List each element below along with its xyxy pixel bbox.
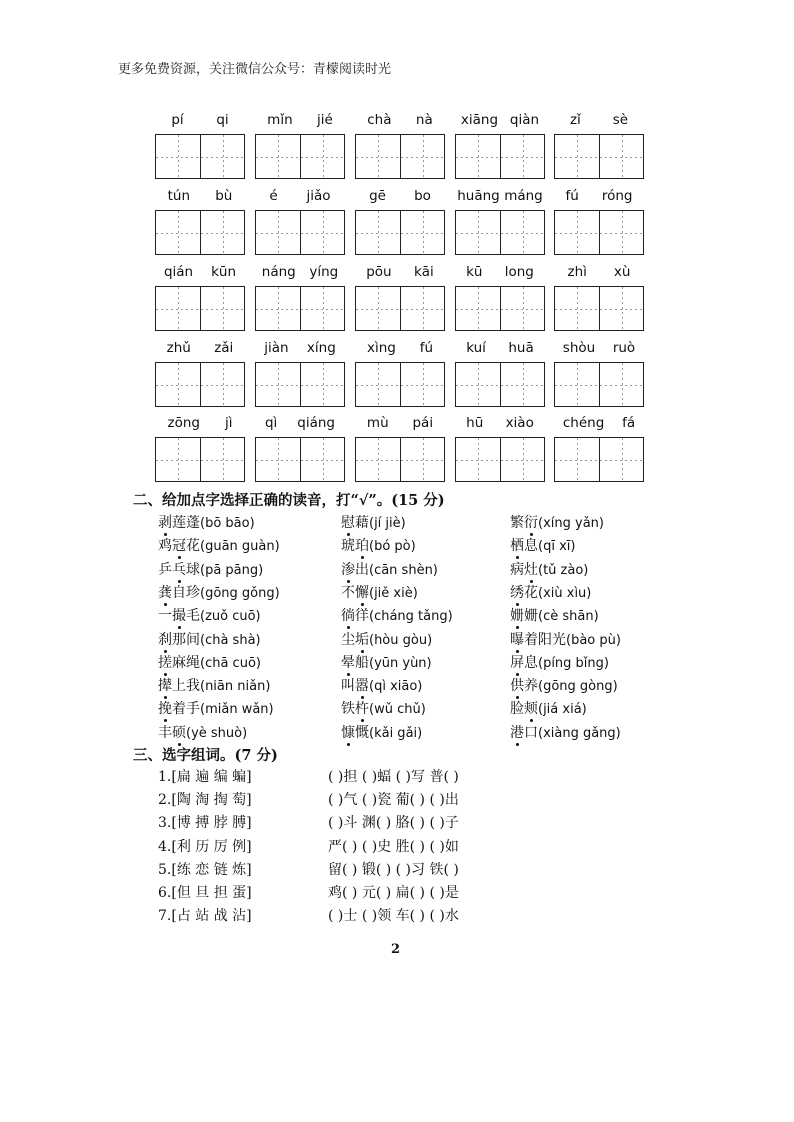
word-part: 叫 — [341, 678, 355, 695]
dotted-character: 垢 — [355, 629, 369, 649]
tone-item[interactable] — [510, 675, 618, 695]
tone-row — [158, 559, 658, 582]
section3-title: 三、选字组词。(7 分) — [133, 747, 278, 764]
writing-box[interactable] — [554, 134, 644, 179]
word-part: 毛 — [186, 608, 200, 625]
fill-in-blanks[interactable]: 严( ) ( )史 胜( ) ( )如 — [328, 838, 459, 855]
dotted-character: 龚 — [158, 582, 172, 602]
pinyin-options: (miǎn wǎn) — [200, 702, 274, 718]
dotted-character: 慰 — [341, 512, 355, 532]
dotted-character: 栖 — [510, 535, 524, 555]
pinyin-label — [554, 188, 644, 208]
dotted-character: 供 — [510, 675, 524, 695]
pinyin-options: (xíng yǎn) — [538, 516, 604, 531]
tone-item[interactable] — [510, 722, 621, 742]
dotted-character: 屏 — [510, 652, 524, 672]
pinyin-label — [355, 188, 445, 208]
pinyin-syllable: qiáng — [297, 415, 335, 431]
writing-box[interactable] — [455, 210, 545, 255]
dotted-character: 徜 — [341, 605, 355, 625]
tone-item[interactable] — [341, 722, 422, 742]
tone-item[interactable] — [341, 698, 426, 718]
writing-box[interactable] — [155, 210, 245, 255]
tone-item[interactable] — [158, 512, 255, 532]
word-choice-row — [158, 882, 648, 905]
pinyin-syllable: pí — [171, 112, 184, 128]
writing-box[interactable] — [455, 286, 545, 331]
pinyin-syllable: gē — [369, 188, 386, 204]
dotted-character: 渗 — [341, 559, 355, 579]
pinyin-word — [255, 264, 345, 336]
tone-item[interactable] — [341, 582, 418, 602]
pinyin-label — [255, 264, 345, 284]
tone-item[interactable] — [158, 582, 280, 602]
writing-box[interactable] — [155, 362, 245, 407]
dotted-character: 搓 — [158, 652, 172, 672]
word-choice-row — [158, 789, 648, 812]
pinyin-options: (jiě xiè) — [369, 585, 418, 601]
pinyin-syllable: fú — [565, 188, 579, 204]
tone-item[interactable] — [341, 629, 432, 649]
pinyin-label — [355, 340, 445, 360]
pinyin-word — [155, 112, 245, 184]
pinyin-label — [155, 188, 245, 208]
writing-box[interactable] — [554, 362, 644, 407]
pinyin-label — [554, 112, 644, 132]
pinyin-word — [455, 415, 545, 487]
pinyin-word — [255, 188, 345, 260]
writing-box[interactable] — [155, 134, 245, 179]
pinyin-word — [554, 340, 644, 412]
tone-row — [158, 722, 658, 745]
tone-item[interactable] — [510, 559, 588, 579]
pinyin-word — [554, 112, 644, 184]
pinyin-options: (píng bǐng) — [538, 655, 609, 671]
pinyin-label — [355, 264, 445, 284]
word-part: 铁 — [341, 701, 355, 718]
fill-in-blanks[interactable]: ( )担 ( )蝠 ( )写 普( ) — [328, 769, 459, 785]
word-choice-row — [158, 859, 648, 882]
writing-box[interactable] — [554, 286, 644, 331]
grid-row — [155, 264, 645, 336]
pinyin-word — [155, 340, 245, 412]
pinyin-syllable: pōu — [366, 264, 392, 280]
writing-box[interactable] — [255, 134, 345, 179]
pinyin-syllable: chéng — [562, 415, 605, 431]
pinyin-label — [355, 415, 445, 435]
pinyin-word — [455, 340, 545, 412]
tone-item[interactable] — [158, 535, 280, 555]
pinyin-syllable: xù — [613, 264, 631, 280]
pinyin-word — [554, 188, 644, 260]
tone-item[interactable] — [158, 605, 261, 625]
word-choice-row — [158, 836, 648, 859]
writing-box[interactable] — [355, 134, 445, 179]
dotted-character: 灶 — [524, 559, 538, 579]
tone-item[interactable] — [158, 629, 261, 649]
pinyin-label — [255, 188, 345, 208]
word-part: 病 — [510, 561, 524, 578]
word-part: 丰 — [158, 724, 172, 741]
pinyin-syllable: bù — [215, 188, 233, 204]
pinyin-syllable: long — [504, 264, 534, 280]
tone-item[interactable] — [510, 582, 591, 602]
pinyin-syllable: mù — [366, 415, 389, 431]
dotted-character: 硕 — [172, 722, 186, 742]
grid-row — [155, 415, 645, 487]
pinyin-options: (qī xī) — [538, 539, 576, 555]
dotted-character: 剥 — [158, 512, 172, 532]
word-part: 慨 — [355, 724, 369, 741]
pinyin-syllable: xiào — [505, 415, 534, 431]
pinyin-syllable: shòu — [562, 340, 596, 356]
tone-row — [158, 698, 658, 721]
dotted-character: 衍 — [524, 512, 538, 532]
pinyin-label — [255, 340, 345, 360]
grid-row — [155, 112, 645, 184]
pinyin-word — [554, 415, 644, 487]
pinyin-label — [455, 340, 545, 360]
pinyin-syllable: huāng — [457, 188, 500, 204]
pinyin-options: (chā cuō) — [200, 655, 261, 671]
pinyin-label — [155, 340, 245, 360]
pinyin-syllable: xíng — [306, 340, 336, 356]
pinyin-label — [455, 112, 545, 132]
pinyin-label — [155, 112, 245, 132]
word-part: 藉 — [355, 515, 369, 531]
page-number: 2 — [391, 942, 401, 957]
pinyin-syllable: jiǎo — [306, 188, 331, 204]
pinyin-word — [355, 340, 445, 412]
dotted-character: 绣 — [510, 582, 524, 602]
dotted-character: 港 — [510, 722, 524, 742]
pinyin-syllable: mǐn — [267, 112, 293, 128]
word-part: 一 — [158, 608, 172, 625]
dotted-character: 杵 — [355, 698, 369, 718]
word-part: 出 — [355, 561, 369, 578]
writing-box[interactable] — [255, 210, 345, 255]
dotted-character: 晕 — [341, 652, 355, 672]
pinyin-options: (xiù xìu) — [538, 585, 592, 601]
word-part: 着手 — [172, 701, 200, 718]
pinyin-word — [355, 415, 445, 487]
dotted-character: 撮 — [172, 605, 186, 625]
pinyin-syllable: kūn — [211, 264, 237, 280]
tone-item[interactable] — [158, 652, 261, 672]
tone-row — [158, 652, 658, 675]
pinyin-options: (yè shuò) — [186, 725, 248, 741]
tone-item[interactable] — [341, 535, 416, 555]
pinyin-word — [155, 415, 245, 487]
pinyin-label — [554, 415, 644, 435]
pinyin-syllable: tún — [167, 188, 191, 204]
writing-box[interactable] — [355, 437, 445, 482]
tone-item[interactable] — [510, 605, 599, 625]
word-part: 麻绳 — [172, 654, 200, 671]
writing-box[interactable] — [455, 134, 545, 179]
dotted-character: 挽 — [158, 698, 172, 718]
word-part: 息 — [524, 538, 538, 555]
pinyin-syllable: róng — [601, 188, 633, 204]
pinyin-word — [255, 415, 345, 487]
pinyin-options: (tǔ zào) — [538, 562, 589, 578]
pinyin-syllable: jì — [224, 415, 233, 431]
pinyin-syllable: jiàn — [264, 340, 289, 356]
pinyin-options: (gōng gòng) — [538, 679, 618, 695]
dotted-character: 冠 — [172, 535, 186, 555]
pinyin-syllable: xìng — [366, 340, 396, 356]
pinyin-word — [455, 188, 545, 260]
tone-row — [158, 605, 658, 628]
word-part: 养 — [524, 678, 538, 695]
pinyin-label — [455, 264, 545, 284]
pinyin-syllable: zǐ — [569, 112, 581, 128]
dotted-character: 慷 — [341, 722, 355, 742]
tone-item[interactable] — [341, 675, 422, 695]
tone-item[interactable] — [341, 512, 406, 532]
tone-item[interactable] — [510, 652, 609, 672]
pinyin-word — [355, 112, 445, 184]
pinyin-label — [255, 415, 345, 435]
tone-item[interactable] — [341, 559, 438, 579]
pinyin-options: (bō bāo) — [200, 516, 255, 531]
character-options: 4.[利 历 厉 例] — [158, 838, 252, 855]
pinyin-syllable: huā — [508, 340, 534, 356]
pinyin-syllable: kū — [466, 264, 483, 280]
writing-box[interactable] — [155, 286, 245, 331]
pinyin-word — [355, 188, 445, 260]
grid-row — [155, 188, 645, 260]
pinyin-syllable: chà — [367, 112, 392, 128]
writing-box[interactable] — [455, 362, 545, 407]
fill-in-blanks[interactable]: ( )斗 渊( ) 胳( ) ( )子 — [328, 815, 459, 832]
word-part: 乒 — [158, 561, 172, 578]
pinyin-label — [355, 112, 445, 132]
pinyin-label — [455, 415, 545, 435]
pinyin-options: (xiàng gǎng) — [538, 725, 621, 741]
pinyin-syllable: qì — [264, 415, 278, 431]
pinyin-options: (cè shān) — [538, 609, 599, 625]
word-part: 船 — [355, 654, 369, 671]
pinyin-options: (guān guàn) — [200, 539, 280, 555]
writing-box[interactable] — [355, 210, 445, 255]
word-part: 息 — [524, 654, 538, 671]
pinyin-syllable: qián — [163, 264, 194, 280]
fill-in-blanks[interactable]: 留( ) 锻( ) ( )习 铁( ) — [328, 861, 459, 878]
pinyin-options: (pā pāng) — [200, 562, 264, 578]
pinyin-options: (qì xiāo) — [369, 679, 423, 695]
word-part: 着阳光 — [524, 631, 566, 648]
tone-item[interactable] — [510, 535, 575, 555]
section2-title: 二、给加点字选择正确的读音，打“√”。(15 分) — [133, 492, 445, 509]
word-part: 花 — [524, 584, 538, 601]
pinyin-options: (zuǒ cuō) — [200, 609, 261, 625]
tone-row — [158, 512, 658, 535]
tone-item[interactable] — [158, 675, 270, 695]
pinyin-options: (bó pò) — [369, 539, 416, 555]
writing-box[interactable] — [255, 437, 345, 482]
word-part: 姗 — [524, 608, 538, 625]
dotted-character: 珀 — [355, 535, 369, 555]
pinyin-syllable: qi — [216, 112, 229, 128]
dotted-character: 颊 — [524, 698, 538, 718]
pinyin-options: (hòu gòu) — [369, 632, 433, 648]
pinyin-word — [455, 112, 545, 184]
dotted-character: 刹 — [158, 629, 172, 649]
word-part: 尘 — [341, 631, 355, 648]
tone-item[interactable] — [158, 559, 263, 579]
pinyin-syllable: é — [269, 188, 278, 204]
header-note: 更多免费资源，关注微信公众号：青檬阅读时光 — [118, 62, 392, 77]
dotted-character: 乓 — [172, 559, 186, 579]
pinyin-options: (chà shà) — [200, 632, 261, 648]
pinyin-word — [255, 112, 345, 184]
pinyin-label — [554, 264, 644, 284]
pinyin-options: (wǔ chǔ) — [369, 702, 426, 718]
pinyin-syllable: pái — [412, 415, 434, 431]
pinyin-options: (bào pù) — [566, 632, 621, 648]
pinyin-options: (jiá xiá) — [538, 702, 587, 718]
pinyin-word — [255, 340, 345, 412]
dotted-character: 曝 — [510, 629, 524, 649]
pinyin-options: (jí jiè) — [369, 516, 406, 531]
pinyin-syllable: ruò — [612, 340, 636, 356]
word-part: 繁 — [510, 515, 524, 531]
pinyin-syllable: kuí — [466, 340, 486, 356]
tone-row — [158, 535, 658, 558]
dotted-character: 撵 — [158, 675, 172, 695]
dotted-character: 嚣 — [355, 675, 369, 695]
pinyin-word — [455, 264, 545, 336]
writing-box[interactable] — [355, 286, 445, 331]
character-options: 7.[占 站 战 沾] — [158, 908, 252, 925]
pinyin-syllable: qiàn — [509, 112, 540, 128]
pinyin-options: (gōng gǒng) — [200, 585, 280, 601]
pinyin-syllable: bo — [414, 188, 431, 204]
fill-in-blanks[interactable]: ( )气 ( )瓷 葡( ) ( )出 — [328, 792, 459, 809]
word-part: 莲蓬 — [172, 515, 200, 531]
writing-box[interactable] — [255, 362, 345, 407]
word-part: 鸡 — [158, 538, 172, 555]
pinyin-syllable: zǎi — [214, 340, 234, 356]
word-choice-row — [158, 766, 648, 789]
pinyin-label — [455, 188, 545, 208]
pinyin-syllable: yíng — [309, 264, 339, 280]
pinyin-syllable: zhì — [567, 264, 587, 280]
pinyin-syllable: fú — [419, 340, 434, 356]
fill-in-blanks[interactable]: ( )士 ( )领 车( ) ( )水 — [328, 908, 459, 925]
dotted-character: 懈 — [355, 582, 369, 602]
pinyin-label — [255, 112, 345, 132]
tone-row — [158, 629, 658, 652]
pinyin-word — [554, 264, 644, 336]
pinyin-syllable: nà — [415, 112, 433, 128]
tone-item[interactable] — [158, 722, 247, 742]
character-options: 5.[练 恋 链 炼] — [158, 861, 252, 878]
pinyin-syllable: hū — [466, 415, 484, 431]
pinyin-syllable: zhǔ — [166, 340, 191, 356]
word-part: 徉 — [355, 608, 369, 625]
pinyin-options: (niān niǎn) — [200, 679, 271, 695]
writing-box[interactable] — [455, 437, 545, 482]
pinyin-syllable: kāi — [413, 264, 434, 280]
word-part: 那间 — [172, 631, 200, 648]
pinyin-syllable: máng — [504, 188, 543, 204]
tone-item[interactable] — [510, 512, 604, 532]
tone-item[interactable] — [158, 698, 274, 718]
writing-box[interactable] — [155, 437, 245, 482]
pinyin-label — [155, 264, 245, 284]
word-part: 琥 — [341, 538, 355, 555]
writing-box[interactable] — [355, 362, 445, 407]
character-options: 6.[但 旦 担 蛋] — [158, 885, 252, 901]
dotted-character: 姗 — [510, 605, 524, 625]
word-part: 上我 — [172, 678, 200, 695]
word-part: 花 — [186, 538, 200, 555]
pinyin-word — [155, 188, 245, 260]
character-options: 2.[陶 淘 掏 萄] — [158, 792, 252, 809]
pinyin-options: (kǎi gǎi) — [369, 725, 423, 741]
tone-row — [158, 675, 658, 698]
word-part: 口 — [524, 724, 538, 741]
tone-item[interactable] — [341, 605, 453, 625]
writing-box[interactable] — [255, 286, 345, 331]
writing-box[interactable] — [554, 437, 644, 482]
word-part: 不 — [341, 584, 355, 601]
word-part: 自珍 — [172, 584, 200, 601]
word-choice-row — [158, 812, 648, 835]
pinyin-syllable: sè — [612, 112, 629, 128]
pinyin-options: (cān shèn) — [369, 562, 438, 578]
pinyin-label — [554, 340, 644, 360]
tone-item[interactable] — [341, 652, 432, 672]
character-options: 3.[博 搏 脖 膊] — [158, 815, 252, 832]
writing-box[interactable] — [554, 210, 644, 255]
pinyin-label — [155, 415, 245, 435]
pinyin-word — [155, 264, 245, 336]
tone-item[interactable] — [510, 629, 621, 649]
fill-in-blanks[interactable]: 鸡( ) 元( ) 扁( ) ( )是 — [328, 885, 459, 901]
word-choice-row — [158, 905, 648, 928]
pinyin-syllable: zōng — [167, 415, 200, 431]
pinyin-syllable: xiāng — [460, 112, 499, 128]
word-part: 脸 — [510, 701, 524, 718]
pinyin-options: (cháng tǎng) — [369, 609, 453, 625]
grid-row — [155, 340, 645, 412]
character-options: 1.[扁 遍 编 蝙] — [158, 769, 252, 785]
pinyin-syllable: náng — [261, 264, 296, 280]
pinyin-syllable: fá — [622, 415, 636, 431]
tone-row — [158, 582, 658, 605]
word-part: 球 — [186, 561, 200, 578]
pinyin-word — [355, 264, 445, 336]
tone-item[interactable] — [510, 698, 587, 718]
pinyin-options: (yūn yùn) — [369, 655, 432, 671]
pinyin-syllable: jié — [317, 112, 333, 128]
